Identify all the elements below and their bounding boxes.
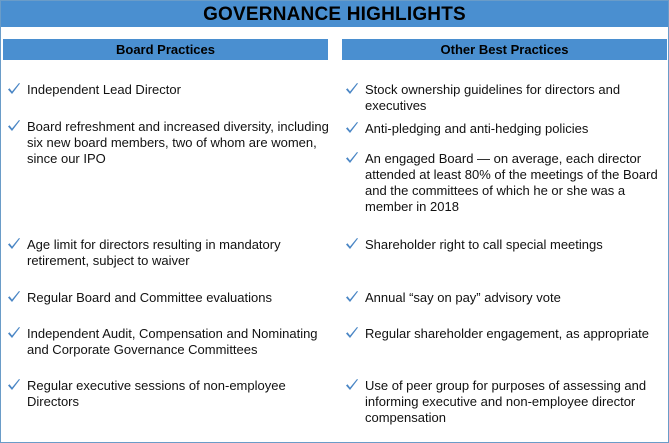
list-item-text: Regular executive sessions of non-employee Directors — [27, 378, 286, 409]
page-title: GOVERNANCE HIGHLIGHTS — [1, 1, 668, 27]
list-item — [7, 326, 329, 358]
checkmark-icon — [7, 82, 21, 96]
list-item — [345, 151, 665, 215]
checkmark-icon — [345, 237, 359, 251]
list-item-text: Annual “say on pay” advisory vote — [365, 290, 561, 305]
column-header-board-practices: Board Practices — [3, 39, 328, 60]
list-item-text: Independent Lead Director — [27, 82, 181, 97]
checkmark-icon — [7, 290, 21, 304]
list-item-text: An engaged Board — on average, each director attended at least 80% of the meetings of the Board and the committees of which he or she was a member in 2018 — [365, 151, 658, 214]
checkmark-icon — [345, 121, 359, 135]
list-item-text: Shareholder right to call special meetings — [365, 237, 603, 252]
checkmark-icon — [7, 237, 21, 251]
checkmark-icon — [345, 326, 359, 340]
list-item — [345, 82, 665, 114]
checkmark-icon — [345, 151, 359, 165]
checkmark-icon — [7, 326, 21, 340]
list-item — [345, 237, 665, 253]
list-item-text: Age limit for directors resulting in mandatory retirement, subject to waiver — [27, 237, 281, 268]
column-header-other-best-practices: Other Best Practices — [342, 39, 667, 60]
list-item — [345, 121, 665, 137]
list-item — [345, 290, 665, 306]
list-item-text: Board refreshment and increased diversity, including six new board members, two of whom are women, since our IPO — [27, 119, 329, 166]
list-item — [345, 326, 665, 342]
checkmark-icon — [345, 290, 359, 304]
list-item — [7, 290, 329, 306]
list-item-text: Regular Board and Committee evaluations — [27, 290, 272, 305]
list-item — [345, 378, 665, 426]
list-item-text: Anti-pledging and anti-hedging policies — [365, 121, 589, 136]
list-item — [7, 119, 329, 167]
checkmark-icon — [345, 82, 359, 96]
checkmark-icon — [345, 378, 359, 392]
list-item — [7, 82, 329, 98]
checkmark-icon — [7, 378, 21, 392]
list-item-text: Regular shareholder engagement, as appropriate — [365, 326, 650, 341]
list-item-text: Use of peer group for purposes of assessing and informing executive and non-employee director compensation — [365, 378, 647, 425]
list-item-text: Stock ownership guidelines for directors and executives — [365, 82, 621, 113]
checkmark-icon — [7, 119, 21, 133]
list-item — [7, 237, 329, 269]
list-item-text: Independent Audit, Compensation and Nominating and Corporate Governance Committees — [27, 326, 318, 357]
list-item — [7, 378, 329, 410]
